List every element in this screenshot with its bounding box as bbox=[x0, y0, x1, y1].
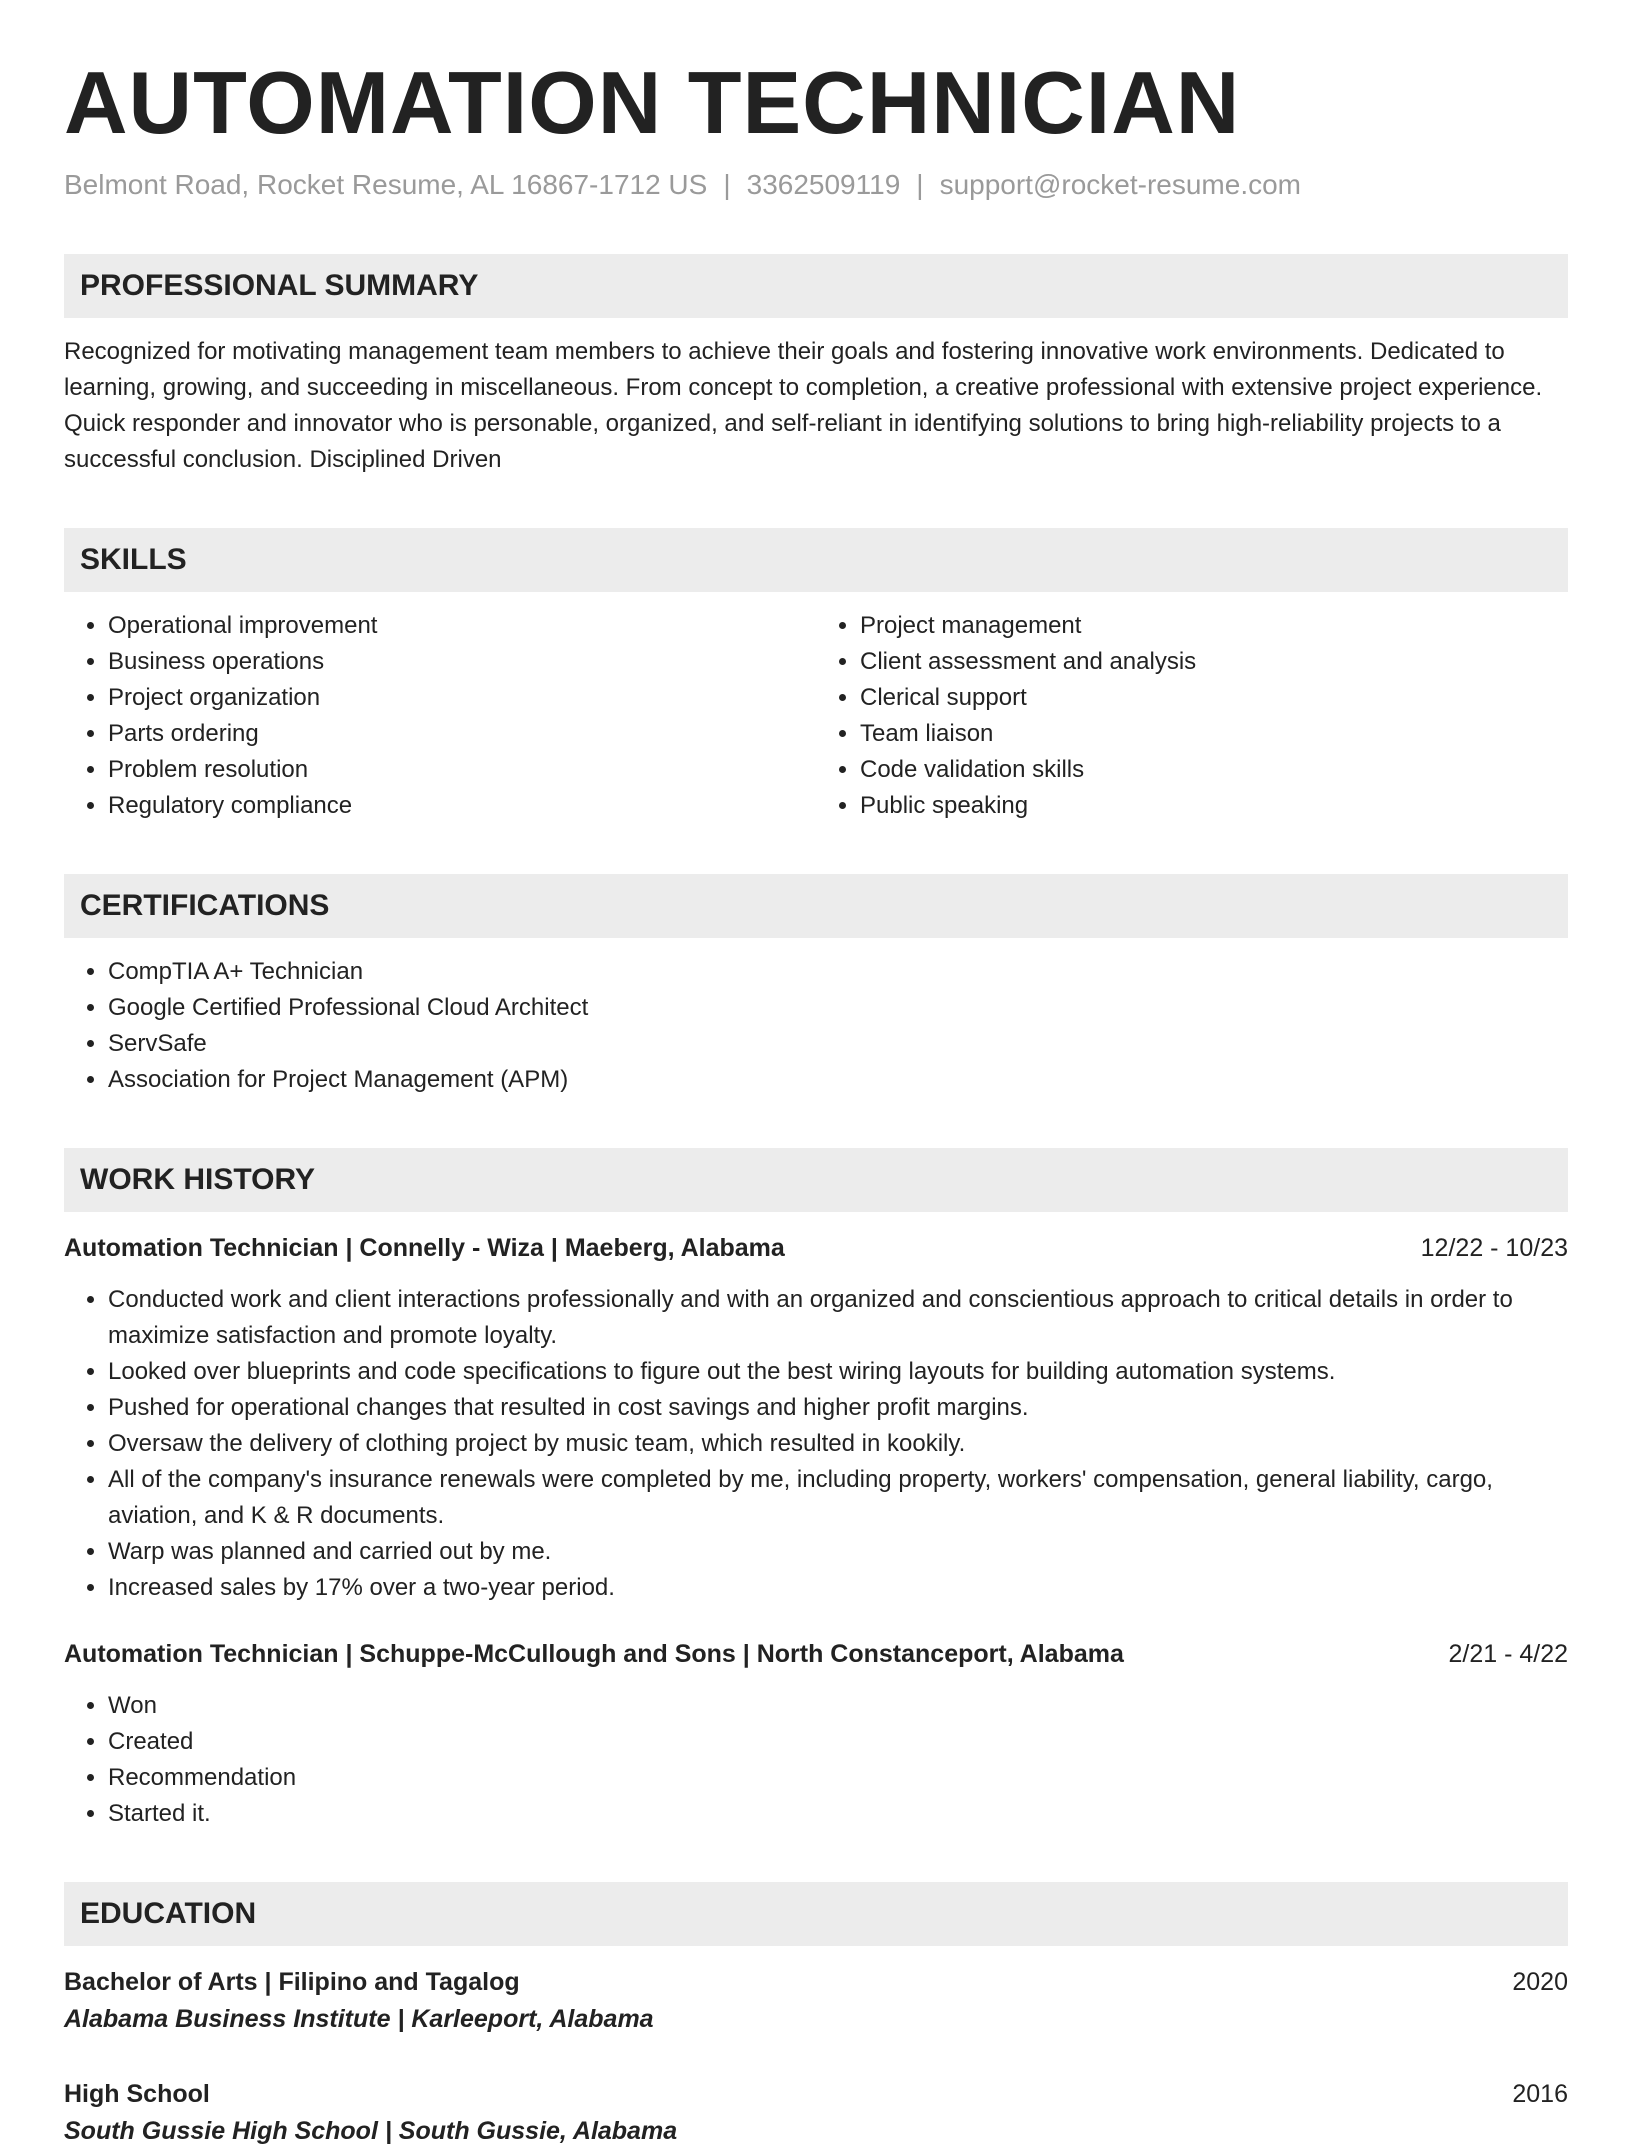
certifications-list bbox=[64, 954, 1568, 1098]
contact-email: support@rocket-resume.com bbox=[939, 169, 1301, 201]
job-title: Automation Technician | Connelly - Wiza | Maeberg, Alabama bbox=[64, 1233, 785, 1262]
skill-item: • Clerical support bbox=[860, 680, 1568, 716]
section-header-skills: SKILLS bbox=[64, 528, 1568, 592]
skills-list-left bbox=[64, 608, 816, 824]
certification-item: • ServSafe bbox=[108, 1026, 1568, 1062]
skills-list-right bbox=[816, 608, 1568, 824]
job-bullet: • Oversaw the delivery of clothing project by music team, which resulted in kookily. bbox=[108, 1426, 1568, 1462]
certification-item: • Google Certified Professional Cloud Architect bbox=[108, 990, 1568, 1026]
contact-separator: | bbox=[916, 169, 924, 201]
education-heading bbox=[64, 1964, 1568, 2000]
job-heading bbox=[64, 1230, 1568, 1266]
contact-address: Belmont Road, Rocket Resume, AL 16867-1712 US bbox=[64, 169, 708, 201]
section-header-work-history: WORK HISTORY bbox=[64, 1148, 1568, 1212]
job-bullet: • Recommendation bbox=[108, 1760, 1568, 1796]
candidate-name: AUTOMATION TECHNICIAN bbox=[64, 53, 1241, 152]
job-heading bbox=[64, 1636, 1568, 1672]
skill-item: • Project organization bbox=[108, 680, 816, 716]
skill-item: • Code validation skills bbox=[860, 752, 1568, 788]
contact-line bbox=[64, 167, 1568, 203]
skill-item: • Client assessment and analysis bbox=[860, 644, 1568, 680]
skill-item: • Project management bbox=[860, 608, 1568, 644]
education-degree: High School bbox=[64, 2079, 210, 2108]
job-bullets bbox=[64, 1282, 1568, 1606]
job-bullet: • Looked over blueprints and code specifications to figure out the best wiring layouts for building automation systems. bbox=[108, 1354, 1568, 1390]
skill-item: • Public speaking bbox=[860, 788, 1568, 824]
job-bullet: • Increased sales by 17% over a two-year period. bbox=[108, 1570, 1568, 1606]
job-bullet: • Created bbox=[108, 1724, 1568, 1760]
job-dates: 12/22 - 10/23 bbox=[1420, 1233, 1568, 1262]
job-bullet: • Warp was planned and carried out by me. bbox=[108, 1534, 1568, 1570]
job-dates: 2/21 - 4/22 bbox=[1448, 1639, 1568, 1668]
education-year: 2020 bbox=[1512, 1967, 1568, 1996]
job-bullet: • All of the company's insurance renewals were completed by me, including property, workers' compensation, general liability, cargo, aviation, and K & R documents. bbox=[108, 1462, 1568, 1534]
job-bullet: • Pushed for operational changes that resulted in cost savings and higher profit margins. bbox=[108, 1390, 1568, 1426]
education-degree: Bachelor of Arts | Filipino and Tagalog bbox=[64, 1967, 520, 1996]
skill-item: • Operational improvement bbox=[108, 608, 816, 644]
skills-grid bbox=[64, 592, 1568, 824]
skill-item: • Regulatory compliance bbox=[108, 788, 816, 824]
job-bullet: • Won bbox=[108, 1688, 1568, 1724]
job-bullets bbox=[64, 1688, 1568, 1832]
summary-text: Recognized for motivating management team members to achieve their goals and fostering innovative work environments. Dedicated to learning, growing, and succeeding in miscellaneous. From concept to completion, a creative professional with extensive project experience. Quick responder and innovator who is personable, organized, and self-reliant in identifying solutions to bring high-reliability projects to a successful conclusion. Disciplined Driven bbox=[64, 337, 1543, 473]
education-heading bbox=[64, 2076, 1568, 2112]
job-bullet: • Started it. bbox=[108, 1796, 1568, 1832]
contact-separator: | bbox=[723, 169, 731, 201]
education-year: 2016 bbox=[1512, 2079, 1568, 2108]
section-header-education: EDUCATION bbox=[64, 1882, 1568, 1946]
job-title: Automation Technician | Schuppe-McCullough and Sons | North Constanceport, Alabama bbox=[64, 1639, 1124, 1668]
certification-item: • Association for Project Management (APM) bbox=[108, 1062, 1568, 1098]
skill-item: • Problem resolution bbox=[108, 752, 816, 788]
certification-item: • CompTIA A+ Technician bbox=[108, 954, 1568, 990]
section-header-certifications: CERTIFICATIONS bbox=[64, 874, 1568, 938]
section-header-summary: PROFESSIONAL SUMMARY bbox=[64, 254, 1568, 318]
education-school: South Gussie High School | South Gussie, Alabama bbox=[64, 2116, 678, 2145]
skill-item: • Team liaison bbox=[860, 716, 1568, 752]
job-bullet: • Conducted work and client interactions professionally and with an organized and conscientious approach to critical details in order to maximize satisfaction and promote loyalty. bbox=[108, 1282, 1568, 1354]
skill-item: • Business operations bbox=[108, 644, 816, 680]
skill-item: • Parts ordering bbox=[108, 716, 816, 752]
education-school: Alabama Business Institute | Karleeport, Alabama bbox=[64, 2004, 654, 2033]
contact-phone: 3362509119 bbox=[746, 169, 901, 201]
